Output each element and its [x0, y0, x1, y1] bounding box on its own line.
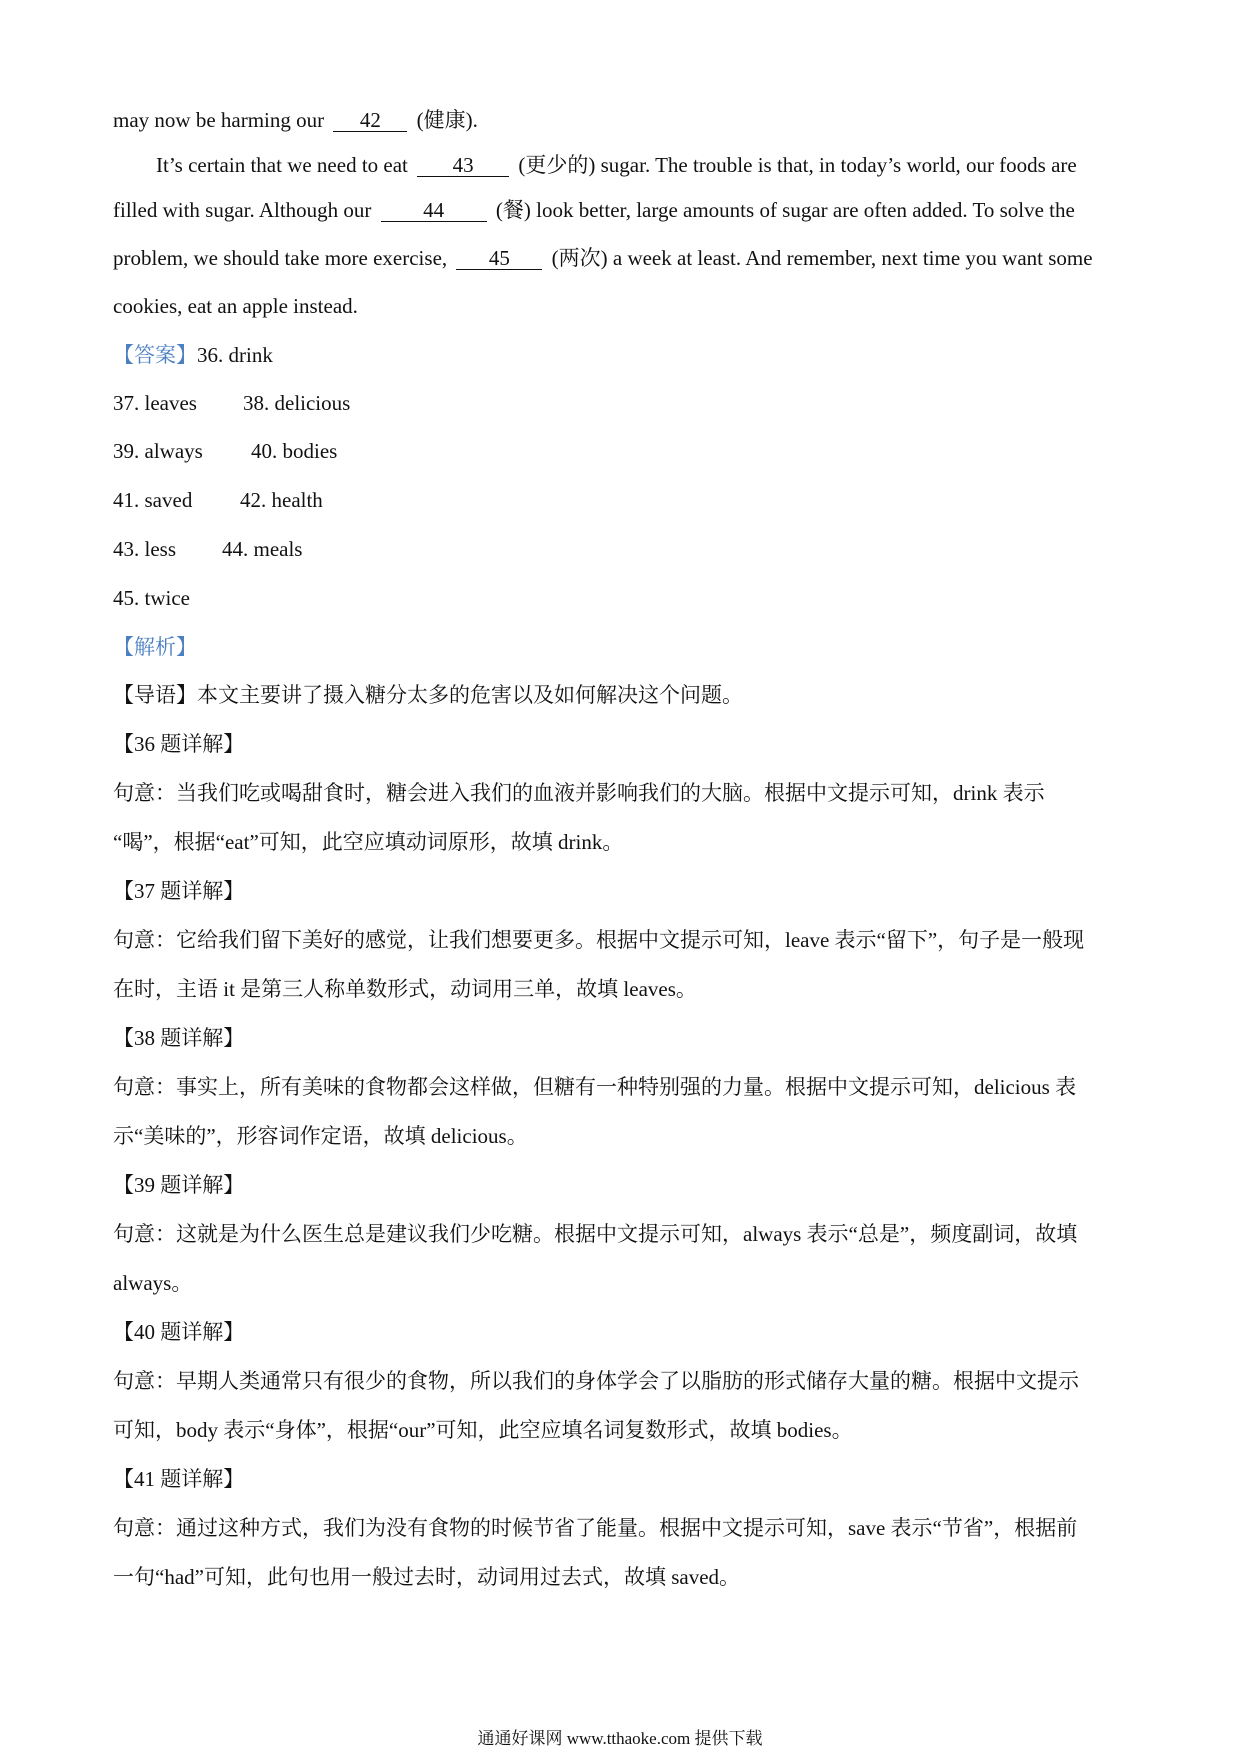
answer-line-6: 45. twice — [113, 586, 190, 610]
blank-43: 43 — [417, 154, 509, 177]
heading-39: 【39 题详解】 — [113, 1173, 245, 1197]
explain-38-line-1: 句意：事实上，所有美味的食物都会这样做，但糖有一种特别强的力量。根据中文提示可知，delicious 表 — [113, 1075, 1077, 1099]
answer-line-4: 41. saved 42. health — [113, 488, 323, 512]
explain-38-line-2: 示“美味的”，形容词作定语，故填 delicious。 — [113, 1124, 528, 1148]
passage-line-4: problem, we should take more exercise, 45 (两次) a week at least. And remember, next time you want some — [113, 246, 1093, 270]
page-footer: 通通好课网 www.tthaoke.com 提供下载 — [477, 1729, 763, 1748]
answer-label: 【答案】 — [113, 343, 197, 367]
answer-line-3: 39. always 40. bodies — [113, 439, 338, 463]
blank-42: 42 — [333, 109, 407, 132]
explain-36-line-1: 句意：当我们吃或喝甜食时，糖会进入我们的血液并影响我们的大脑。根据中文提示可知，drink 表示 — [113, 781, 1045, 805]
explain-37-line-2: 在时，主语 it 是第三人称单数形式，动词用三单，故填 leaves。 — [113, 977, 697, 1001]
blank-44: 44 — [381, 199, 487, 222]
answer-line-1: 【答案】36. drink — [113, 343, 273, 367]
explain-41-line-2: 一句“had”可知，此句也用一般过去时，动词用过去式，故填 saved。 — [113, 1565, 741, 1589]
explain-39-line-1: 句意：这就是为什么医生总是建议我们少吃糖。根据中文提示可知，always 表示“总是”，频度副词，故填 — [113, 1222, 1078, 1246]
analysis-intro: 【导语】本文主要讲了摄入糖分太多的危害以及如何解决这个问题。 — [113, 683, 743, 707]
explain-41-line-1: 句意：通过这种方式，我们为没有食物的时候节省了能量。根据中文提示可知，save 表示“节省”，根据前 — [113, 1516, 1078, 1540]
explain-39-line-2: always。 — [113, 1271, 193, 1295]
blank-45: 45 — [456, 247, 542, 270]
heading-38: 【38 题详解】 — [113, 1026, 245, 1050]
analysis-label: 【解析】 — [113, 635, 197, 659]
heading-37: 【37 题详解】 — [113, 879, 245, 903]
heading-36: 【36 题详解】 — [113, 732, 245, 756]
passage-line-2: It’s certain that we need to eat 43 (更少的) sugar. The trouble is that, in today’s world, our foods are — [156, 153, 1077, 177]
heading-40: 【40 题详解】 — [113, 1320, 245, 1344]
passage-line-5: cookies, eat an apple instead. — [113, 294, 358, 318]
answer-line-2: 37. leaves 38. delicious — [113, 391, 351, 415]
explain-40-line-2: 可知，body 表示“身体”，根据“our”可知，此空应填名词复数形式，故填 bodies。 — [113, 1418, 853, 1442]
explain-36-line-2: “喝”，根据“eat”可知，此空应填动词原形，故填 drink。 — [113, 830, 624, 854]
heading-41: 【41 题详解】 — [113, 1467, 245, 1491]
passage-line-3: filled with sugar. Although our 44 (餐) look better, large amounts of sugar are often added. To solve the — [113, 198, 1075, 222]
explain-40-line-1: 句意：早期人类通常只有很少的食物，所以我们的身体学会了以脂肪的形式储存大量的糖。根据中文提示 — [113, 1369, 1079, 1393]
answer-line-5: 43. less 44. meals — [113, 537, 303, 561]
passage-line-1: may now be harming our 42 (健康). — [113, 108, 478, 132]
explain-37-line-1: 句意：它给我们留下美好的感觉，让我们想要更多。根据中文提示可知，leave 表示“留下”，句子是一般现 — [113, 928, 1085, 952]
